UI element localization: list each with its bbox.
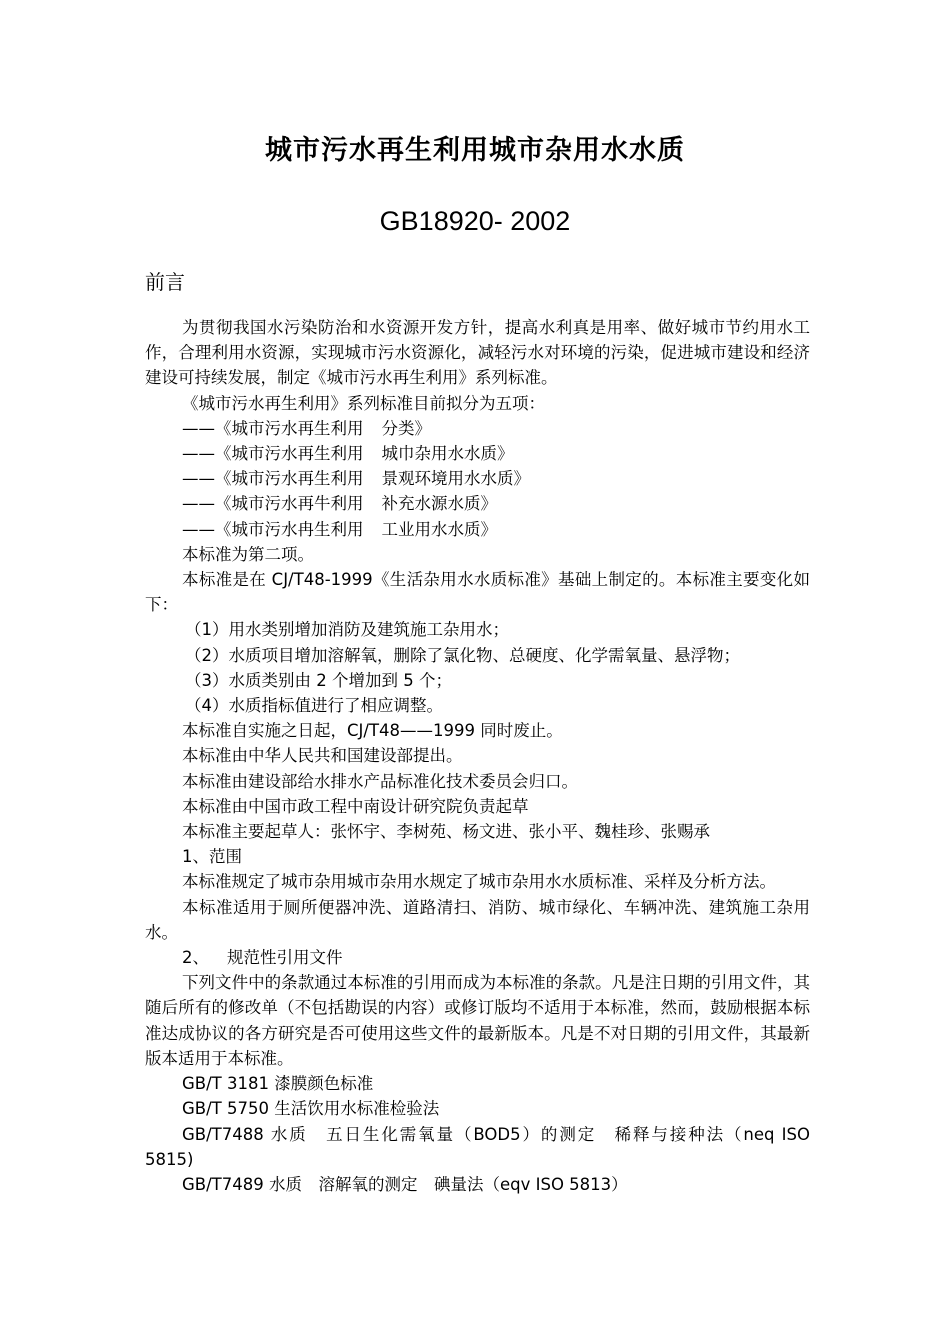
series-item-prefix: ——《城市污水再牛利用	[182, 494, 364, 514]
series-item-prefix: ——《城市污水再生利用	[182, 469, 364, 489]
foreword-heading: 前言	[145, 270, 185, 294]
series-item	[145, 441, 810, 466]
scope-heading: 1、范围	[182, 847, 242, 867]
references-heading	[145, 945, 810, 970]
document-title: 城市污水再生利用城市杂用水水质	[265, 135, 685, 166]
change-item: （4）水质指标值进行了相应调整。	[185, 696, 443, 716]
series-item-name: 城巾杂用水水质》	[381, 444, 514, 464]
series-item	[145, 517, 810, 542]
series-item-name: 景观环境用水水质》	[381, 469, 530, 489]
change-item: （2）水质项目增加溶解氧，删除了氯化物、总硬度、化学需氧量、悬浮物；	[185, 645, 740, 665]
references-title: 规范性引用文件	[227, 948, 343, 968]
series-item-name: 补充水源水质》	[381, 494, 497, 514]
reference-item: GB/T7488 水质 五日生化需氧量（BOD5）的测定 稀释与接种法（neq ISO 5815)	[145, 1124, 810, 1169]
document-body	[145, 315, 810, 1197]
references-number: 2、	[182, 948, 209, 968]
reference-item: GB/T 5750 生活饮用水标准检验法	[182, 1099, 440, 1119]
foreword-paragraph: 本标准由中国市政工程中南设计研究院负责起草	[182, 796, 529, 816]
reference-item: GB/T 3181 漆膜颜色标准	[182, 1074, 374, 1094]
scope-paragraph: 本标准适用于厕所便器冲洗、道路清扫、消防、城市绿化、车辆冲洗、建筑施工杂用水。	[145, 897, 810, 942]
series-item-prefix: ——《城市污水再生利用	[182, 444, 364, 464]
series-item-prefix: ——《城市污水再生利用	[182, 418, 364, 438]
reference-item: GB/T7489 水质 溶解氧的测定 碘量法（eqv ISO 5813）	[182, 1174, 628, 1194]
foreword-paragraph: 本标准由中华人民共和国建设部提出。	[182, 746, 463, 766]
standard-code: GB18920- 2002	[379, 206, 571, 236]
series-item	[145, 416, 810, 441]
series-item-prefix: ——《城市污水冉生利用	[182, 519, 364, 539]
foreword-paragraph: 为贯彻我国水污染防治和水资源开发方针，提高水利真是用率、做好城市节约用水工作，合理利用水资源，实现城市污水资源化，减轻污水对环境的污染，促进城市建设和经济建设可持续发展，制定《城市污水再生利用》系列标准。	[145, 318, 810, 388]
foreword-paragraph: 本标准由建设部给水排水产品标准化技术委员会归口。	[182, 771, 578, 791]
foreword-paragraph: 本标准主要起草人：张怀宇、李树苑、杨文进、张小平、魏桂珍、张赐承	[182, 822, 710, 842]
foreword-paragraph: 本标准为第二项。	[182, 544, 314, 564]
foreword-paragraph: 《城市污水再生利用》系列标准目前拟分为五项：	[182, 393, 545, 413]
series-item	[145, 466, 810, 491]
change-item: （3）水质类别由 2 个增加到 5 个；	[185, 670, 452, 690]
scope-paragraph: 本标准规定了城市杂用城市杂用水规定了城市杂用水水质标准、采样及分析方法。	[182, 872, 776, 892]
series-item-name: 分类》	[381, 418, 431, 438]
foreword-paragraph: 本标准自实施之日起，CJ/T48——1999 同时废止。	[182, 721, 563, 741]
references-paragraph: 下列文件中的条款通过本标准的引用而成为本标准的条款。凡是注日期的引用文件，其随后所有的修改单（不包括勘误的内容）或修订版均不适用于本标准，然而，鼓励根据本标准达成协议的各方研究是否可使用这些文件的最新版本。凡是不对日期的引用文件，其最新版本适用于本标准。	[145, 973, 810, 1068]
change-item: （1）用水类别增加消防及建筑施工杂用水；	[185, 620, 509, 640]
series-item	[145, 491, 810, 516]
series-item-name: 工业用水水质》	[381, 519, 497, 539]
foreword-paragraph: 本标准是在 CJ/T48-1999《生活杂用水水质标准》基础上制定的。本标准主要变化如下：	[145, 570, 810, 615]
